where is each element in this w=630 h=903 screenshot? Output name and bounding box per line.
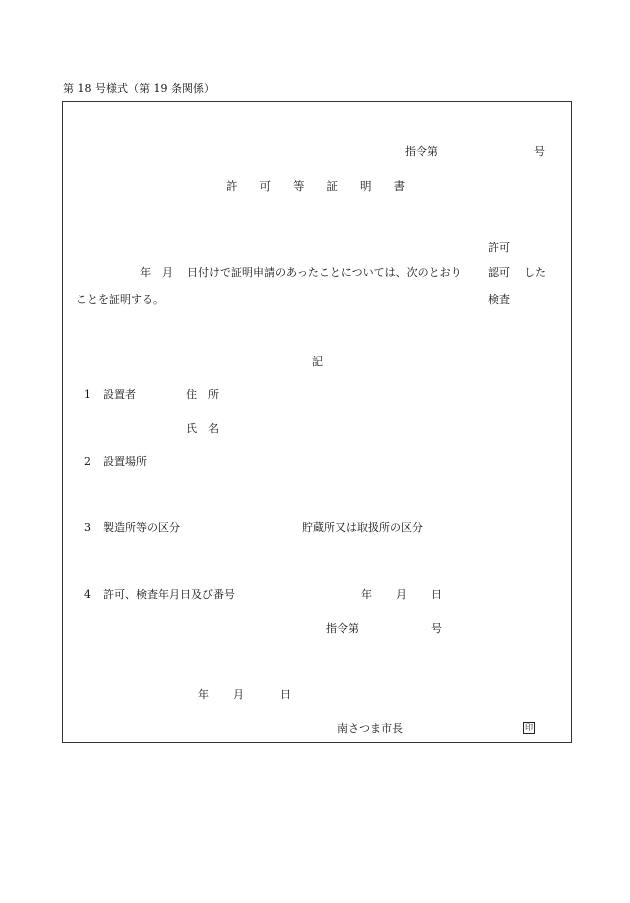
ki-heading: 記 bbox=[312, 355, 323, 368]
type-option-ninka: 認可 bbox=[488, 266, 510, 279]
item-4-number: 4 bbox=[84, 588, 91, 601]
item-2-label: 設置場所 bbox=[103, 455, 147, 468]
type-option-kyoka: 許可 bbox=[488, 241, 510, 254]
title-char: 等 bbox=[293, 179, 305, 193]
document-title bbox=[226, 181, 405, 193]
item-4-day: 日 bbox=[431, 588, 442, 601]
item-1-address: 住 所 bbox=[186, 388, 219, 401]
body-year: 年 bbox=[140, 266, 151, 279]
footer-year: 年 bbox=[198, 688, 209, 701]
item-1-label: 設置者 bbox=[103, 388, 136, 401]
item-4-month: 月 bbox=[396, 588, 407, 601]
title-char: 証 bbox=[326, 179, 338, 193]
title-char: 明 bbox=[360, 179, 372, 193]
title-char: 許 bbox=[226, 179, 238, 193]
title-char: 可 bbox=[259, 179, 271, 193]
item-4-order-prefix: 指令第 bbox=[326, 622, 359, 635]
footer-month: 月 bbox=[233, 688, 244, 701]
item-3-number: 3 bbox=[84, 521, 91, 534]
item-1-number: 1 bbox=[84, 388, 91, 401]
item-3-label: 製造所等の区分 bbox=[103, 521, 180, 534]
mayor-title: 南さつま市長 bbox=[337, 722, 403, 735]
order-number-prefix: 指令第 bbox=[405, 145, 438, 158]
item-1-name: 氏 名 bbox=[186, 422, 219, 435]
type-suffix: した bbox=[524, 266, 546, 279]
body-line-2: ことを証明する。 bbox=[76, 293, 164, 306]
order-number-suffix: 号 bbox=[534, 145, 545, 158]
form-number-header: 第 18 号様式（第 19 条関係） bbox=[63, 82, 215, 95]
title-char: 書 bbox=[393, 179, 405, 193]
item-2-number: 2 bbox=[84, 455, 91, 468]
item-4-year: 年 bbox=[361, 588, 372, 601]
body-month: 月 bbox=[162, 266, 173, 279]
body-line-1: 日付けで証明申請のあったことについては、次のとおり bbox=[187, 266, 462, 279]
seal-mark: 印 bbox=[525, 723, 533, 732]
footer-day: 日 bbox=[280, 688, 291, 701]
type-option-kensa: 検査 bbox=[488, 293, 510, 306]
certificate-form-frame bbox=[62, 101, 572, 743]
item-3-label-2: 貯蔵所又は取扱所の区分 bbox=[302, 521, 423, 534]
item-4-label: 許可、検査年月日及び番号 bbox=[103, 588, 235, 601]
item-4-order-suffix: 号 bbox=[431, 622, 442, 635]
